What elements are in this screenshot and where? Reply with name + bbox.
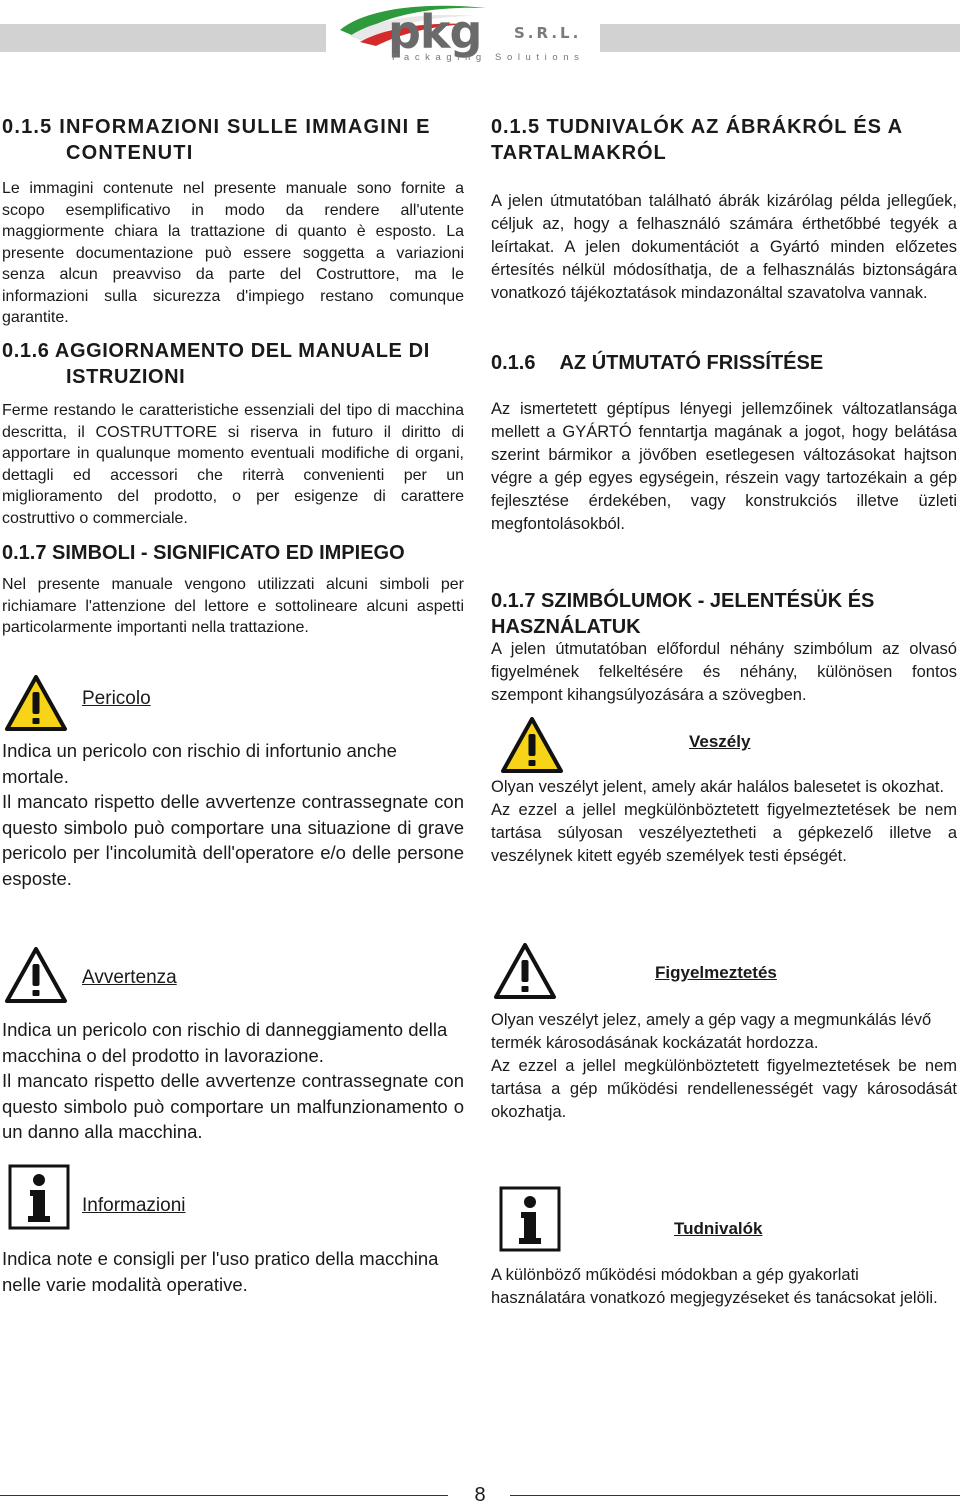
section-0-1-5-text: Le immagini contenute nel presente manuale sono fornite a scopo esemplificativo in modo da rendere all'utente maggiormente chiara la trattazione di quanto è esposto. La presente documentazione può essere soggetta a variazioni senza alcun preavviso da parte del Costruttore, ma le informazioni sulla sicurezza d'impiego restano comunque garantite. xyxy=(2,180,464,326)
warning-triangle-icon xyxy=(4,946,68,1009)
veszely-text-1: Olyan veszélyt jelent, amely akár halálos balesetet is okozhat. xyxy=(491,778,945,796)
veszely-title: Veszély xyxy=(689,732,751,751)
section-0-1-6-hu-text: Az ismertetett géptípus lényegi jellemzőinek változatlansága mellett a GYÁRTÓ fenntartja magának a jogot, hogy belátása szerint bármikor a jövőben esetlegesen változásokat hajtson végre a gép egyes egységein, részein vagy tartozékain a gép fejlesztése érdekében, vagy konstrukciós illetve üzleti megfontolásokból. xyxy=(491,400,957,533)
figyelmeztetes-warning-triangle-icon xyxy=(493,942,557,1005)
section-0-1-7-title: 0.1.7 SIMBOLI - SIGNIFICATO ED IMPIEGO xyxy=(2,542,405,564)
header-bar-left xyxy=(0,24,326,52)
footer-rule-right xyxy=(510,1495,960,1496)
danger-warning-triangle-icon xyxy=(4,674,68,737)
logo-brand: pkg xyxy=(388,5,482,59)
tudnivalok-title: Tudnivalók xyxy=(674,1219,763,1238)
figyelmeztetes-title: Figyelmeztetés xyxy=(655,963,777,982)
tudnivalok-text: A különböző működési módokban a gép gyakorlati használatára vonatkozó megjegyzéseket és tanácsokat jelöli. xyxy=(491,1266,938,1307)
footer-rule-left xyxy=(0,1495,448,1496)
section-0-1-5-hu-text: A jelen útmutatóban található ábrák kizárólag példa jellegűek, céljuk az, hogy a felhasználó számára érthetőbbé tegyék a leírtakat. A jelen dokumentációt a Gyártó minden előzetes értesítés nélkül módosíthatja, de a felhasználás biztonságára vonatkozó tájékoztatások mindazonáltal szavatolva vannak. xyxy=(491,192,957,302)
section-0-1-7-hu-title: 0.1.7 SZIMBÓLUMOK - JELENTÉSÜK ÉS HASZNÁLATUK xyxy=(491,590,875,638)
danger-title: Pericolo xyxy=(82,688,151,709)
info-icon xyxy=(8,1164,70,1235)
section-0-1-6-text: Ferme restando le caratteristiche essenziali del tipo di macchina descritta, il COSTRUTTORE si riserva in futuro il diritto di apportare in qualunque momento eventuali modifiche di organi, dettagli ed accessori che riterrà convenienti per un miglioramento del prodotto, o per esigenze di carattere costruttivo o commerciale. xyxy=(2,402,464,527)
section-0-1-6-hu-heading: AZ ÚTMUTATÓ FRISSÍTÉSE xyxy=(559,352,824,374)
warning-text-1: Indica un pericolo con rischio di danneggiamento della macchina o del prodotto in lavorazione. xyxy=(2,1019,448,1066)
logo-tagline: Packaging Solutions xyxy=(392,52,585,63)
danger-text-1: Indica un pericolo con rischio di infortunio anche mortale. xyxy=(2,740,397,787)
warning-title: Avvertenza xyxy=(82,967,177,988)
info-text: Indica note e consigli per l'uso pratico della macchina nelle varie modalità operative. xyxy=(2,1248,439,1295)
page-number: 8 xyxy=(474,1484,486,1506)
veszely-warning-triangle-icon xyxy=(500,716,564,779)
company-logo xyxy=(336,2,596,68)
section-0-1-5-title: 0.1.5 INFORMAZIONI SULLE IMMAGINI E CONTENUTI xyxy=(2,116,431,164)
warning-text-2: Il mancato rispetto delle avvertenze contrassegnate con questo simbolo può comportare un malfunzionamento o un danno alla macchina. xyxy=(2,1070,464,1142)
veszely-text-2: Az ezzel a jellel megkülönböztetett figyelmeztetések be nem tartása súlyosan veszélyeztetheti a gépkezelő illetve a veszélynek kitett egyéb személyek testi épségét. xyxy=(491,801,957,865)
figyelmeztetes-text-1: Olyan veszélyt jelez, amely a gép vagy a megmunkálás lévő termék károsodásának kockázatát hordozza. xyxy=(491,1011,932,1052)
danger-text-2: Il mancato rispetto delle avvertenze contrassegnate con questo simbolo può comportare una situazione di grave pericolo per l'incolumità dell'operatore e/o delle persone esposte. xyxy=(2,791,464,889)
section-0-1-5-hu-title: 0.1.5 TUDNIVALÓK AZ ÁBRÁKRÓL ÉS A TARTALMAKRÓL xyxy=(491,116,903,164)
section-0-1-6-title: 0.1.6 AGGIORNAMENTO DEL MANUALE DI ISTRUZIONI xyxy=(2,340,430,388)
section-0-1-7-hu-text: A jelen útmutatóban előfordul néhány szimbólum az olvasó figyelmének felkeltésére és néhány, különösen fontos szempont kihangsúlyozására a szövegben. xyxy=(491,640,957,704)
logo-srl: S.R.L. xyxy=(514,24,582,42)
section-0-1-6-hu-number: 0.1.6 xyxy=(491,352,536,374)
info-title: Informazioni xyxy=(82,1195,186,1216)
section-0-1-6-hu-title xyxy=(491,350,957,376)
tudnivalok-info-icon xyxy=(499,1186,561,1257)
header-bar-right xyxy=(600,24,960,52)
figyelmeztetes-text-2: Az ezzel a jellel megkülönböztetett figyelmeztetések be nem tartása a gép működési rendellenességét vagy károsodását okozhatja. xyxy=(491,1057,957,1121)
section-0-1-7-text: Nel presente manuale vengono utilizzati alcuni simboli per richiamare l'attenzione del lettore e sottolineare alcuni aspetti particolarmente importanti nella trattazione. xyxy=(2,576,464,636)
